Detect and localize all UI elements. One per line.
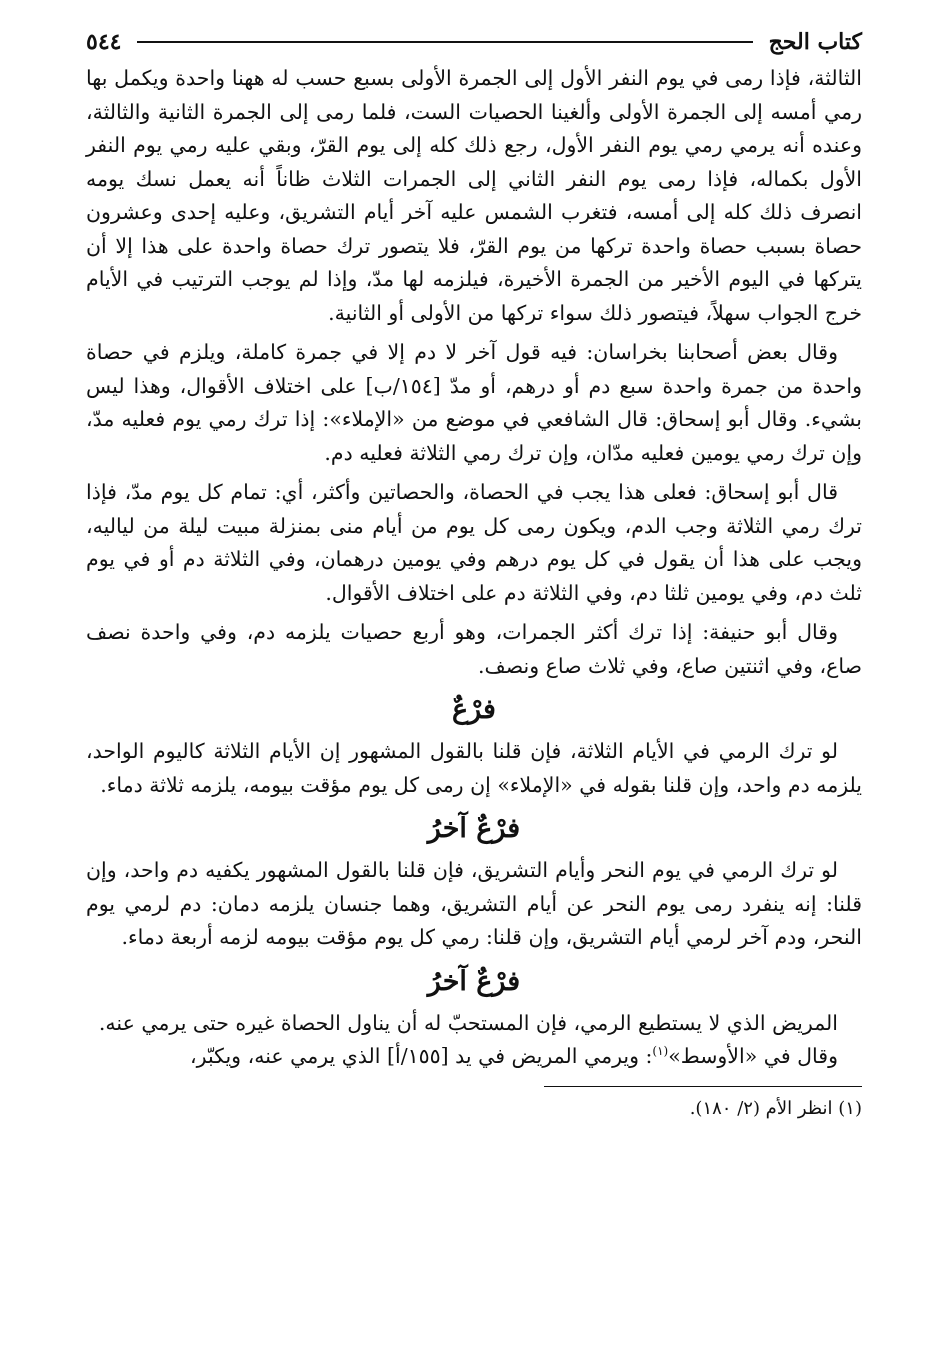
page-body [86,62,862,1074]
footnote-number: (١) [838,1097,862,1119]
section-paragraph: المريض الذي لا يستطيع الرمي، فإن المستحبّ له أن يناول الحصاة غيره حتى يرمي عنه. [98,1010,838,1035]
footnote-marker: (١) [652,1044,669,1059]
section-heading: فرْعٌ آخرُ [427,813,521,844]
footnote-text: انظر الأم (٢/ ١٨٠). [689,1097,833,1119]
section-heading: فرْعٌ [452,694,496,725]
paragraph: وقال أبو حنيفة: إذا ترك أكثر الجمرات، وهو أربع حصيات يلزمه دم، وفي واحدة نصف صاع، وفي اثنتين صاع، وفي ثلاث صاع ونصف. [86,620,862,678]
section-heading: فرْعٌ آخرُ [427,965,521,997]
section-paragraph [86,1040,862,1074]
paragraph: قال أبو إسحاق: فعلى هذا يجب في الحصاة، والحصاتين وأكثر، أي: تمام كل يوم مدّ، فإذا ترك رمي الثلاثة وجب الدم، ويكون رمى كل يوم من أيام منى بمنزلة مبيت ليلة من لياليه، ويجب على هذا أن يقول في كل يوم درهم وفي يومين درهمان، وفي الثلاثة دم أو في يوم ثلث دم، وفي يومين ثلثا دم، وفي الثلاثة دم على اختلاف الأقوال. [86,480,862,605]
book-title: كتاب الحج [768,29,862,55]
paragraph: وقال بعض أصحابنا بخراسان: فيه قول آخر لا دم إلا في جمرة كاملة، ويلزم في حصاة واحدة من جمرة واحدة سبع دم أو درهم، أو مدّ [١٥٤/ب] على اختلاف الأقوال، وهذا ليس بشيء. وقال أبو إسحاق: قال الشافعي في موضع من «الإملاء»: إذا ترك رمي يوم فعليه مدّ، وإن ترك رمي يومين فعليه مدّان، وإن ترك رمي الثلاثة فعليه دم. [86,340,862,465]
header-rule [137,41,752,43]
text-run: وقال في «الأوسط» [668,1044,838,1068]
text-run: : ويرمي المريض في يد [١٥٥/أ] الذي يرمي عنه، ويكبّر، [190,1044,653,1068]
page-header [86,22,862,62]
section-paragraph: لو ترك الرمي في يوم النحر وأيام التشريق، فإن قلنا بالقول المشهور يكفيه دم واحد، وإن قلنا: إنه ينفرد رمى يوم النحر عن أيام التشريق، وهما جنسان يلزمه دمان: دم لرمي يوم النحر، ودم آخر لرمي أيام التشريق، وإن قلنا: رمي كل يوم مؤقت بيومه لزمه أربعة دماء. [86,858,862,949]
section-paragraph: لو ترك الرمي في الأيام الثلاثة، فإن قلنا بالقول المشهور إن الأيام الثلاثة كاليوم الواحد، يلزمه دم واحد، وإن قلنا بقوله في «الإملاء» إن رمى كل يوم مؤقت بيومه، يلزمه ثلاثة دماء. [86,739,862,797]
page-number: ٥٤٤ [86,29,122,55]
paragraph: الثالثة، فإذا رمى في يوم النفر الأول إلى الجمرة الأولى بسبع حسب له ههنا واحدة ويكمل بها رمي أمسه إلى الجمرة الأولى وألغينا الحصيات الست، فلما رمى إلى الجمرة الثانية والثالثة، وعنده أنه يرمي رمي يوم النفر الأول، رجع ذلك كله إلى يوم القرّ، وبقي عليه رمي يوم النفر الأول بكماله، فإذا رمى يوم النفر الثاني إلى الجمرات الثلاث ظاناً أنه يعمل نسك يومه انصرف ذلك كله إلى أمسه، فتغرب الشمس عليه آخر أيام التشريق، وعليه إحدى وعشرون حصاة بسبب حصاة واحدة تركها من يوم القرّ، فلا يتصور ترك حصاة واحدة على هذا إلا أن يتركها في اليوم الأخير من الجمرة الأخيرة، فيلزمه لها مدّ، وإذا لم يوجب الترتيب في الأيام خرج الجواب سهلاً، فيتصور ذلك سواء تركها من الأولى أو الثانية. [86,66,862,325]
footnote-divider [544,1086,862,1087]
book-page [86,22,862,1123]
footnote [86,1095,862,1123]
